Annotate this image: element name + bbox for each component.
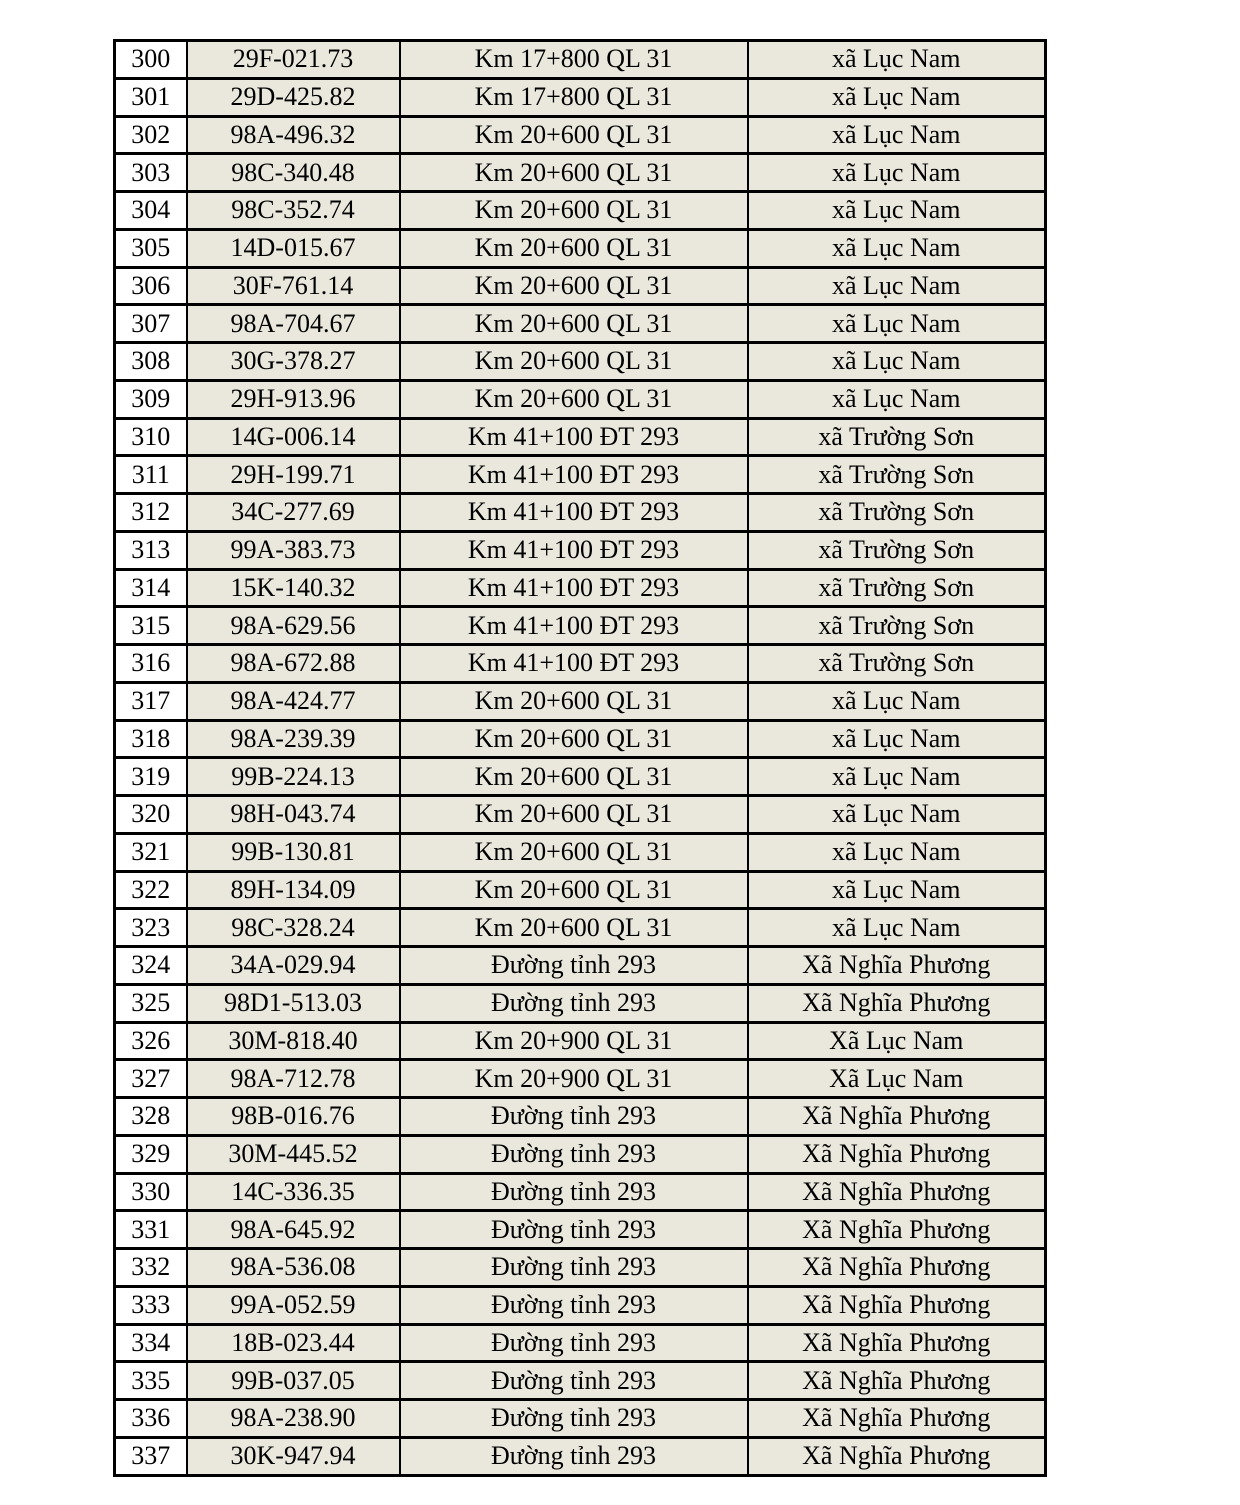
cell-commune: Xã Nghĩa Phương (748, 1098, 1046, 1136)
cell-plate: 99B-130.81 (187, 833, 400, 871)
table-row (115, 1286, 1046, 1324)
cell-location: Km 20+600 QL 31 (400, 116, 748, 154)
cell-location: Đường tỉnh 293 (400, 947, 748, 985)
cell-location: Đường tỉnh 293 (400, 1098, 748, 1136)
table-row (115, 343, 1046, 381)
table-row (115, 78, 1046, 116)
cell-plate: 98D1-513.03 (187, 984, 400, 1022)
cell-plate: 14C-336.35 (187, 1173, 400, 1211)
cell-location: Km 17+800 QL 31 (400, 78, 748, 116)
cell-location: Km 20+600 QL 31 (400, 380, 748, 418)
cell-location: Km 20+600 QL 31 (400, 758, 748, 796)
cell-commune: Xã Nghĩa Phương (748, 947, 1046, 985)
cell-location: Đường tỉnh 293 (400, 1437, 748, 1475)
cell-location: Km 20+600 QL 31 (400, 720, 748, 758)
cell-index: 329 (115, 1135, 187, 1173)
table-row (115, 1022, 1046, 1060)
cell-index: 337 (115, 1437, 187, 1475)
table-row (115, 796, 1046, 834)
cell-commune: Xã Nghĩa Phương (748, 1211, 1046, 1249)
cell-location: Km 20+600 QL 31 (400, 682, 748, 720)
cell-location: Km 20+900 QL 31 (400, 1060, 748, 1098)
cell-plate: 14G-006.14 (187, 418, 400, 456)
cell-commune: xã Trường Sơn (748, 645, 1046, 683)
cell-location: Km 20+600 QL 31 (400, 192, 748, 230)
table-row (115, 1135, 1046, 1173)
table-row (115, 682, 1046, 720)
cell-index: 316 (115, 645, 187, 683)
cell-plate: 98B-016.76 (187, 1098, 400, 1136)
cell-commune: Xã Lục Nam (748, 1022, 1046, 1060)
cell-location: Đường tỉnh 293 (400, 1135, 748, 1173)
cell-index: 300 (115, 41, 187, 79)
cell-location: Km 17+800 QL 31 (400, 41, 748, 79)
cell-location: Km 20+900 QL 31 (400, 1022, 748, 1060)
cell-commune: xã Lục Nam (748, 41, 1046, 79)
cell-index: 327 (115, 1060, 187, 1098)
cell-plate: 29F-021.73 (187, 41, 400, 79)
cell-index: 332 (115, 1249, 187, 1287)
cell-location: Đường tỉnh 293 (400, 1173, 748, 1211)
cell-location: Đường tỉnh 293 (400, 984, 748, 1022)
cell-index: 311 (115, 456, 187, 494)
table-row (115, 267, 1046, 305)
table-row (115, 720, 1046, 758)
cell-commune: Xã Nghĩa Phương (748, 1173, 1046, 1211)
table-row (115, 418, 1046, 456)
cell-plate: 98A-704.67 (187, 305, 400, 343)
cell-index: 310 (115, 418, 187, 456)
cell-plate: 29H-199.71 (187, 456, 400, 494)
cell-commune: Xã Nghĩa Phương (748, 984, 1046, 1022)
cell-location: Đường tỉnh 293 (400, 1211, 748, 1249)
cell-commune: xã Trường Sơn (748, 418, 1046, 456)
cell-plate: 98C-352.74 (187, 192, 400, 230)
cell-commune: xã Trường Sơn (748, 607, 1046, 645)
table-row (115, 1324, 1046, 1362)
table-row (115, 1437, 1046, 1475)
table-row (115, 607, 1046, 645)
table-row (115, 758, 1046, 796)
cell-plate: 14D-015.67 (187, 229, 400, 267)
cell-index: 323 (115, 909, 187, 947)
cell-index: 334 (115, 1324, 187, 1362)
cell-commune: xã Lục Nam (748, 229, 1046, 267)
table-row (115, 1060, 1046, 1098)
cell-location: Đường tỉnh 293 (400, 1286, 748, 1324)
cell-plate: 99B-037.05 (187, 1362, 400, 1400)
cell-plate: 98A-496.32 (187, 116, 400, 154)
cell-commune: xã Trường Sơn (748, 569, 1046, 607)
table-row (115, 456, 1046, 494)
cell-index: 319 (115, 758, 187, 796)
cell-location: Km 41+100 ĐT 293 (400, 607, 748, 645)
cell-plate: 15K-140.32 (187, 569, 400, 607)
cell-commune: xã Lục Nam (748, 720, 1046, 758)
cell-plate: 99B-224.13 (187, 758, 400, 796)
cell-plate: 29D-425.82 (187, 78, 400, 116)
cell-location: Đường tỉnh 293 (400, 1400, 748, 1438)
cell-location: Đường tỉnh 293 (400, 1324, 748, 1362)
cell-location: Km 41+100 ĐT 293 (400, 494, 748, 532)
cell-commune: xã Lục Nam (748, 154, 1046, 192)
cell-commune: xã Lục Nam (748, 682, 1046, 720)
cell-index: 328 (115, 1098, 187, 1136)
cell-location: Đường tỉnh 293 (400, 1249, 748, 1287)
cell-index: 313 (115, 531, 187, 569)
cell-commune: xã Trường Sơn (748, 494, 1046, 532)
cell-index: 308 (115, 343, 187, 381)
cell-plate: 34A-029.94 (187, 947, 400, 985)
table-row (115, 833, 1046, 871)
cell-index: 325 (115, 984, 187, 1022)
cell-commune: xã Lục Nam (748, 343, 1046, 381)
cell-commune: xã Lục Nam (748, 305, 1046, 343)
cell-index: 320 (115, 796, 187, 834)
table-row (115, 1400, 1046, 1438)
cell-location: Km 20+600 QL 31 (400, 343, 748, 381)
cell-plate: 99A-052.59 (187, 1286, 400, 1324)
table-row (115, 494, 1046, 532)
cell-index: 330 (115, 1173, 187, 1211)
cell-location: Km 20+600 QL 31 (400, 796, 748, 834)
cell-commune: xã Lục Nam (748, 833, 1046, 871)
cell-location: Km 20+600 QL 31 (400, 833, 748, 871)
cell-commune: Xã Nghĩa Phương (748, 1362, 1046, 1400)
table-row (115, 909, 1046, 947)
cell-location: Km 20+600 QL 31 (400, 305, 748, 343)
cell-plate: 30K-947.94 (187, 1437, 400, 1475)
cell-plate: 30M-818.40 (187, 1022, 400, 1060)
table-row (115, 41, 1046, 79)
cell-index: 322 (115, 871, 187, 909)
cell-index: 307 (115, 305, 187, 343)
cell-index: 324 (115, 947, 187, 985)
table-row (115, 154, 1046, 192)
cell-commune: xã Lục Nam (748, 78, 1046, 116)
cell-plate: 99A-383.73 (187, 531, 400, 569)
cell-commune: Xã Nghĩa Phương (748, 1286, 1046, 1324)
cell-plate: 98A-239.39 (187, 720, 400, 758)
cell-location: Km 20+600 QL 31 (400, 267, 748, 305)
cell-location: Km 20+600 QL 31 (400, 909, 748, 947)
vehicle-plate-table (113, 39, 1047, 1477)
table-row (115, 569, 1046, 607)
cell-commune: xã Lục Nam (748, 380, 1046, 418)
table-row (115, 1362, 1046, 1400)
table-row (115, 1249, 1046, 1287)
cell-index: 331 (115, 1211, 187, 1249)
cell-commune: Xã Nghĩa Phương (748, 1249, 1046, 1287)
cell-commune: Xã Lục Nam (748, 1060, 1046, 1098)
table-row (115, 1211, 1046, 1249)
cell-commune: xã Lục Nam (748, 796, 1046, 834)
cell-plate: 98A-712.78 (187, 1060, 400, 1098)
cell-commune: xã Trường Sơn (748, 531, 1046, 569)
cell-plate: 30F-761.14 (187, 267, 400, 305)
table-row (115, 947, 1046, 985)
cell-plate: 18B-023.44 (187, 1324, 400, 1362)
cell-index: 309 (115, 380, 187, 418)
cell-index: 336 (115, 1400, 187, 1438)
document-page-table-region (113, 39, 1047, 1477)
cell-location: Km 41+100 ĐT 293 (400, 531, 748, 569)
cell-commune: Xã Nghĩa Phương (748, 1437, 1046, 1475)
cell-location: Km 20+600 QL 31 (400, 154, 748, 192)
cell-location: Km 20+600 QL 31 (400, 871, 748, 909)
cell-commune: xã Lục Nam (748, 758, 1046, 796)
cell-plate: 98A-645.92 (187, 1211, 400, 1249)
cell-plate: 98C-328.24 (187, 909, 400, 947)
cell-plate: 30G-378.27 (187, 343, 400, 381)
cell-location: Km 20+600 QL 31 (400, 229, 748, 267)
table-row (115, 645, 1046, 683)
cell-commune: xã Lục Nam (748, 192, 1046, 230)
cell-location: Đường tỉnh 293 (400, 1362, 748, 1400)
cell-commune: Xã Nghĩa Phương (748, 1135, 1046, 1173)
cell-plate: 98A-672.88 (187, 645, 400, 683)
cell-index: 321 (115, 833, 187, 871)
cell-index: 305 (115, 229, 187, 267)
table-row (115, 116, 1046, 154)
cell-index: 306 (115, 267, 187, 305)
table-row (115, 380, 1046, 418)
cell-commune: xã Lục Nam (748, 116, 1046, 154)
cell-plate: 98A-424.77 (187, 682, 400, 720)
cell-index: 335 (115, 1362, 187, 1400)
cell-plate: 30M-445.52 (187, 1135, 400, 1173)
cell-index: 333 (115, 1286, 187, 1324)
table-row (115, 531, 1046, 569)
cell-index: 314 (115, 569, 187, 607)
cell-plate: 29H-913.96 (187, 380, 400, 418)
cell-plate: 98A-238.90 (187, 1400, 400, 1438)
cell-plate: 89H-134.09 (187, 871, 400, 909)
table-row (115, 192, 1046, 230)
cell-commune: xã Trường Sơn (748, 456, 1046, 494)
table-row (115, 984, 1046, 1022)
cell-index: 315 (115, 607, 187, 645)
cell-index: 304 (115, 192, 187, 230)
cell-index: 317 (115, 682, 187, 720)
cell-plate: 98A-536.08 (187, 1249, 400, 1287)
cell-commune: xã Lục Nam (748, 267, 1046, 305)
table-row (115, 1098, 1046, 1136)
cell-plate: 98A-629.56 (187, 607, 400, 645)
cell-index: 318 (115, 720, 187, 758)
cell-index: 303 (115, 154, 187, 192)
table-row (115, 1173, 1046, 1211)
cell-plate: 98C-340.48 (187, 154, 400, 192)
cell-location: Km 41+100 ĐT 293 (400, 645, 748, 683)
table-row (115, 305, 1046, 343)
cell-commune: Xã Nghĩa Phương (748, 1400, 1046, 1438)
cell-commune: Xã Nghĩa Phương (748, 1324, 1046, 1362)
cell-commune: xã Lục Nam (748, 909, 1046, 947)
cell-index: 301 (115, 78, 187, 116)
cell-index: 312 (115, 494, 187, 532)
table-body (115, 41, 1046, 1476)
cell-location: Km 41+100 ĐT 293 (400, 569, 748, 607)
table-row (115, 871, 1046, 909)
cell-plate: 34C-277.69 (187, 494, 400, 532)
table-row (115, 229, 1046, 267)
cell-location: Km 41+100 ĐT 293 (400, 456, 748, 494)
cell-index: 326 (115, 1022, 187, 1060)
cell-location: Km 41+100 ĐT 293 (400, 418, 748, 456)
cell-index: 302 (115, 116, 187, 154)
cell-plate: 98H-043.74 (187, 796, 400, 834)
cell-commune: xã Lục Nam (748, 871, 1046, 909)
